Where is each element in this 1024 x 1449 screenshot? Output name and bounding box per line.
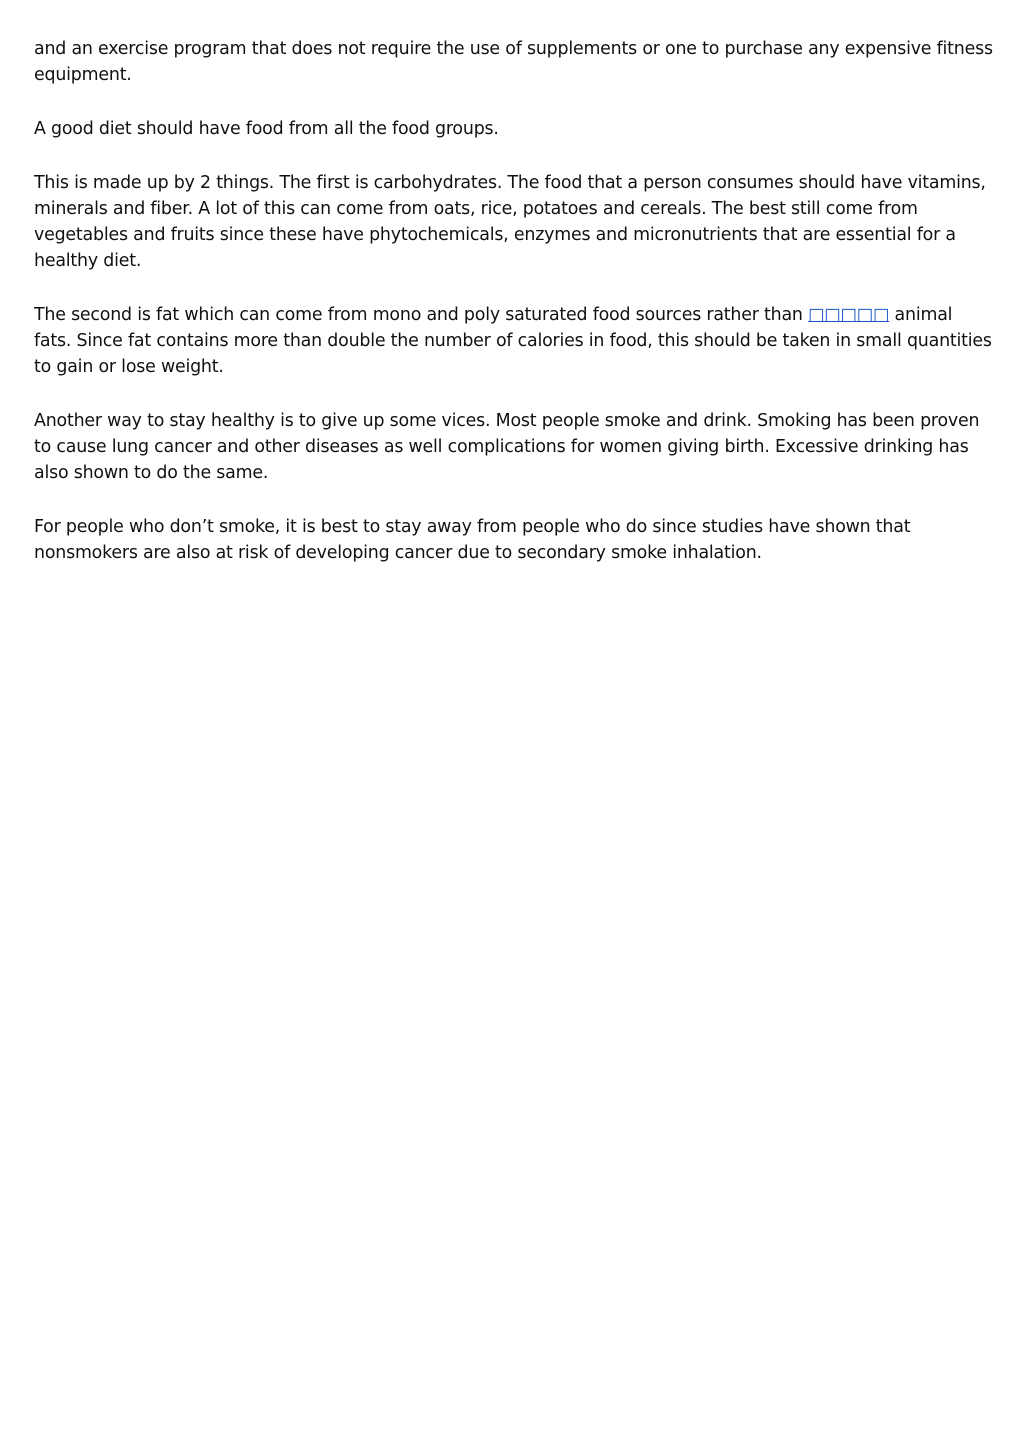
paragraph-secondhand-smoke: For people who don’t smoke, it is best to stay away from people who do since studies have shown that nonsmokers are also at risk of developing cancer due to secondary smoke inhalation.	[34, 517, 911, 563]
paragraph-vices: Another way to stay healthy is to give up some vices. Most people smoke and drink. Smoking has been proven to cause lung cancer and other diseases as well complications for women giving birth. Excessive drinking has also shown to do the same.	[34, 411, 980, 483]
document-body	[34, 36, 994, 594]
paragraph-carbohydrates: This is made up by 2 things. The first is carbohydrates. The food that a person consumes should have vitamins, minerals and fiber. A lot of this can come from oats, rice, potatoes and cereals. The best still come from vegetables and fruits since these have phytochemicals, enzymes and micronutrients that are essential for a healthy diet.	[34, 173, 986, 271]
paragraph-fat-text-end: animal fats. Since fat contains more than double the number of calories in food, this should be taken in small quantities to gain or lose weight.	[34, 305, 992, 377]
paragraph-fat-text-start: The second is fat which can come from mono and poly saturated food sources rather than	[34, 305, 809, 325]
paragraph-good-diet: A good diet should have food from all the food groups.	[34, 119, 499, 139]
paragraph-fat	[34, 302, 994, 380]
inline-link[interactable]: □□□□□	[808, 305, 890, 325]
paragraph-exercise-program: and an exercise program that does not require the use of supplements or one to purchase any expensive fitness equipment.	[34, 39, 993, 85]
